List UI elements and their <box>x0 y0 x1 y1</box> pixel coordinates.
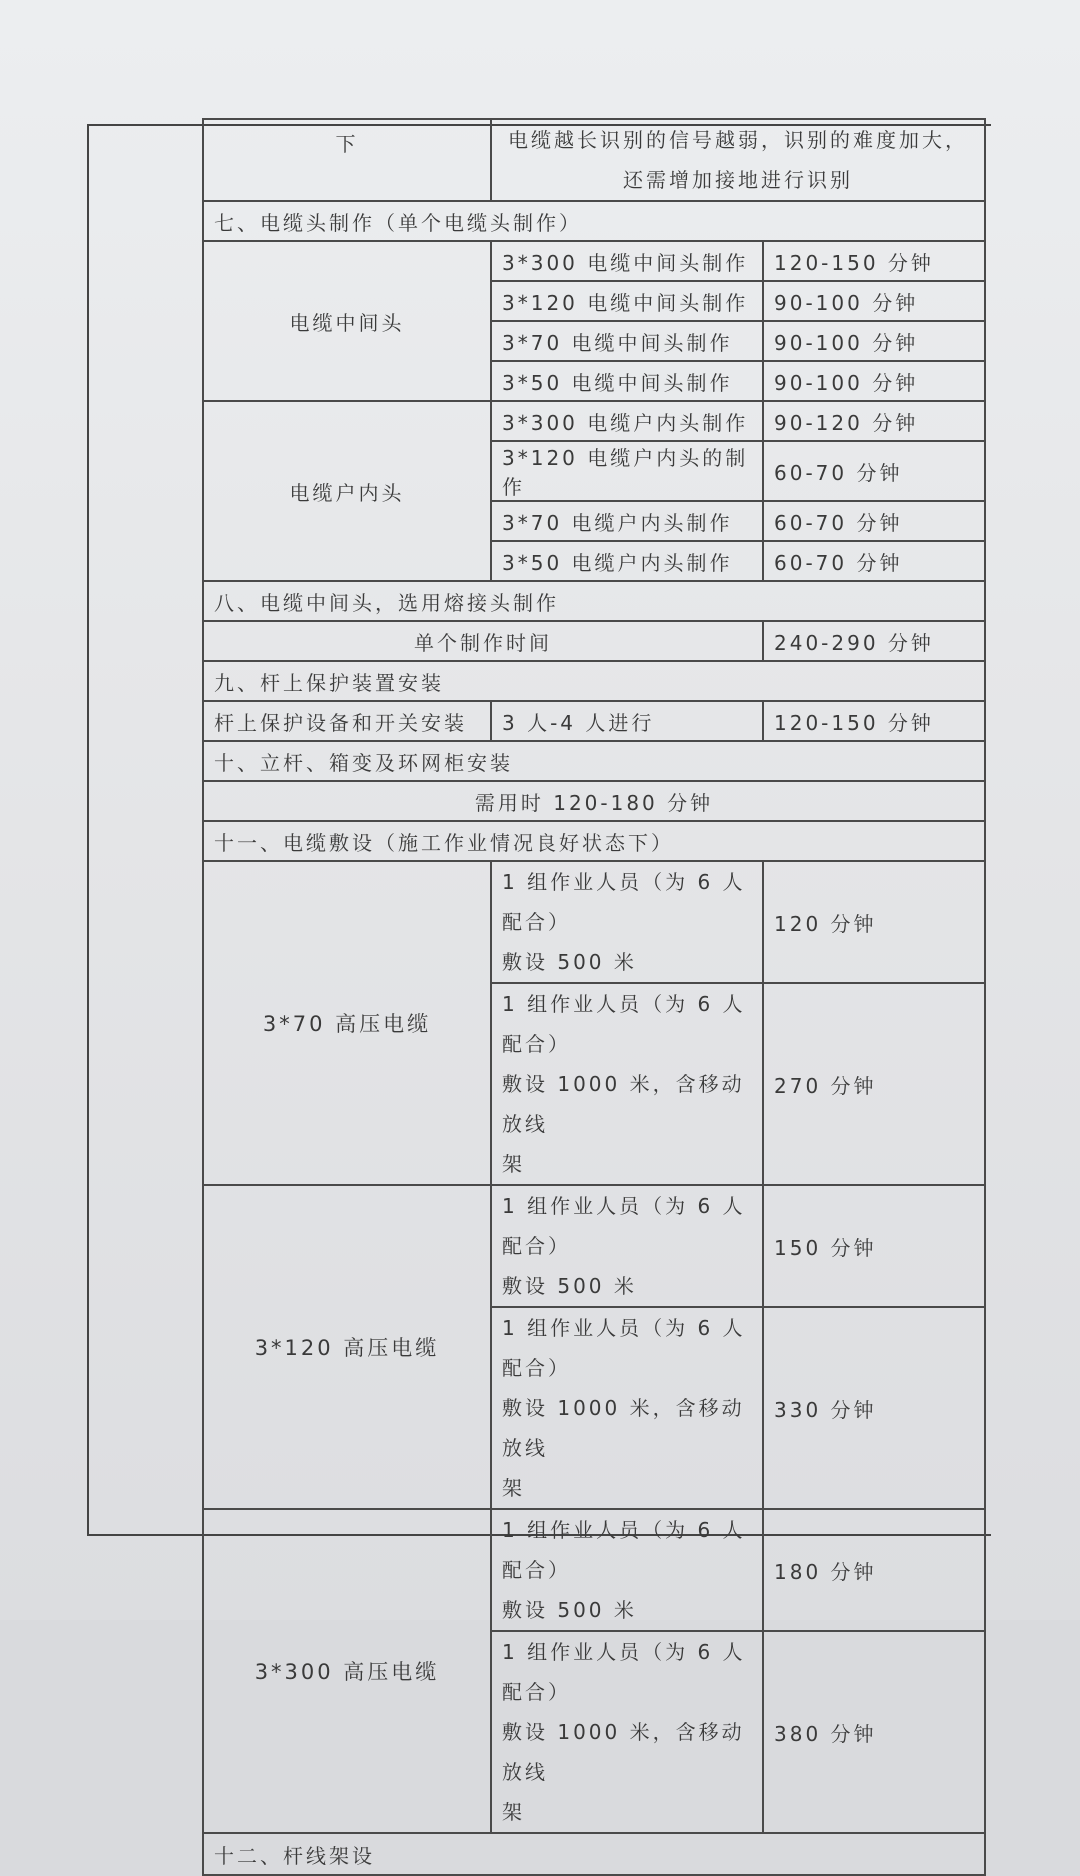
task-cell: 3*70 电缆户内头制作 <box>491 501 763 541</box>
group-name: 3*300 高压电缆 <box>203 1509 491 1833</box>
time-cell: 380 分钟 <box>763 1631 985 1833</box>
group-name: 电缆中间头 <box>203 241 491 401</box>
section-title: 十二、杆线架设 <box>203 1833 985 1875</box>
note-line-1: 电缆越长识别的信号越弱，识别的难度加大， <box>508 128 968 152</box>
time-cell: 120-150 分钟 <box>763 241 985 281</box>
task-line: 敷设 1000 米，含移动放线 <box>502 1396 745 1460</box>
label-cell: 单个制作时间 <box>203 621 763 661</box>
time-cell: 120 分钟 <box>763 861 985 983</box>
task-cell: 3*50 电缆户内头制作 <box>491 541 763 581</box>
time-cell: 90-100 分钟 <box>763 321 985 361</box>
table-row <box>203 1509 985 1631</box>
task-line: 1 组作业人员（为 6 人配合） <box>502 870 746 934</box>
task-cell <box>491 1631 763 1833</box>
task-line: 架 <box>502 1800 525 1824</box>
task-cell <box>491 983 763 1185</box>
time-cell: 90-100 分钟 <box>763 281 985 321</box>
task-line: 敷设 1000 米，含移动放线 <box>502 1720 745 1784</box>
table-row <box>203 861 985 983</box>
task-line: 架 <box>502 1152 525 1176</box>
construction-time-table <box>202 118 986 1876</box>
time-cell: 180 分钟 <box>763 1509 985 1631</box>
time-cell: 270 分钟 <box>763 983 985 1185</box>
section-title: 十、立杆、箱变及环网柜安装 <box>203 741 985 781</box>
table-row <box>203 1185 985 1307</box>
task-line: 敷设 1000 米，含移动放线 <box>502 1072 745 1136</box>
task-cell <box>491 861 763 983</box>
table-row <box>203 781 985 821</box>
group-name: 电缆户内头 <box>203 401 491 581</box>
section-header-11 <box>203 821 985 861</box>
group-name: 3*70 高压电缆 <box>203 861 491 1185</box>
task-cell: 杆上保护设备和开关安装 <box>203 701 491 741</box>
table-row <box>203 119 985 201</box>
section-header-10 <box>203 741 985 781</box>
table-row <box>203 241 985 281</box>
task-line: 1 组作业人员（为 6 人配合） <box>502 1518 746 1582</box>
section-header-7 <box>203 201 985 241</box>
note-cell: 需用时 120-180 分钟 <box>203 781 985 821</box>
section-header-12 <box>203 1833 985 1875</box>
table-row <box>203 621 985 661</box>
time-cell: 90-100 分钟 <box>763 361 985 401</box>
section-header-8 <box>203 581 985 621</box>
task-cell: 3*120 电缆户内头的制作 <box>491 441 763 501</box>
time-cell: 330 分钟 <box>763 1307 985 1509</box>
group-name: 3*120 高压电缆 <box>203 1185 491 1509</box>
section-title: 九、杆上保护装置安装 <box>203 661 985 701</box>
time-cell: 60-70 分钟 <box>763 501 985 541</box>
time-cell: 60-70 分钟 <box>763 541 985 581</box>
section-title: 七、电缆头制作（单个电缆头制作） <box>203 201 985 241</box>
task-line: 1 组作业人员（为 6 人配合） <box>502 1640 746 1704</box>
section-title: 十一、电缆敷设（施工作业情况良好状态下） <box>203 821 985 861</box>
task-cell <box>491 1307 763 1509</box>
task-cell: 3*50 电缆中间头制作 <box>491 361 763 401</box>
time-cell: 90-120 分钟 <box>763 401 985 441</box>
table-row <box>203 701 985 741</box>
section-title: 八、电缆中间头，选用熔接头制作 <box>203 581 985 621</box>
task-cell <box>491 1509 763 1631</box>
time-cell: 150 分钟 <box>763 1185 985 1307</box>
cell-note <box>491 119 985 201</box>
task-cell: 3*120 电缆中间头制作 <box>491 281 763 321</box>
time-cell: 60-70 分钟 <box>763 441 985 501</box>
task-cell <box>491 1185 763 1307</box>
task-line: 1 组作业人员（为 6 人配合） <box>502 1194 746 1258</box>
table-row <box>203 401 985 441</box>
task-cell: 3*300 电缆户内头制作 <box>491 401 763 441</box>
task-line: 敷设 500 米 <box>502 1598 637 1622</box>
time-cell: 240-290 分钟 <box>763 621 985 661</box>
note-line-2: 还需增加接地进行识别 <box>623 168 853 192</box>
crew-cell: 3 人-4 人进行 <box>491 701 763 741</box>
task-line: 架 <box>502 1476 525 1500</box>
cell-left: 下 <box>203 119 491 201</box>
task-line: 1 组作业人员（为 6 人配合） <box>502 1316 746 1380</box>
time-cell: 120-150 分钟 <box>763 701 985 741</box>
section-header-9 <box>203 661 985 701</box>
task-cell: 3*70 电缆中间头制作 <box>491 321 763 361</box>
task-line: 敷设 500 米 <box>502 950 637 974</box>
task-line: 1 组作业人员（为 6 人配合） <box>502 992 746 1056</box>
task-line: 敷设 500 米 <box>502 1274 637 1298</box>
task-cell: 3*300 电缆中间头制作 <box>491 241 763 281</box>
